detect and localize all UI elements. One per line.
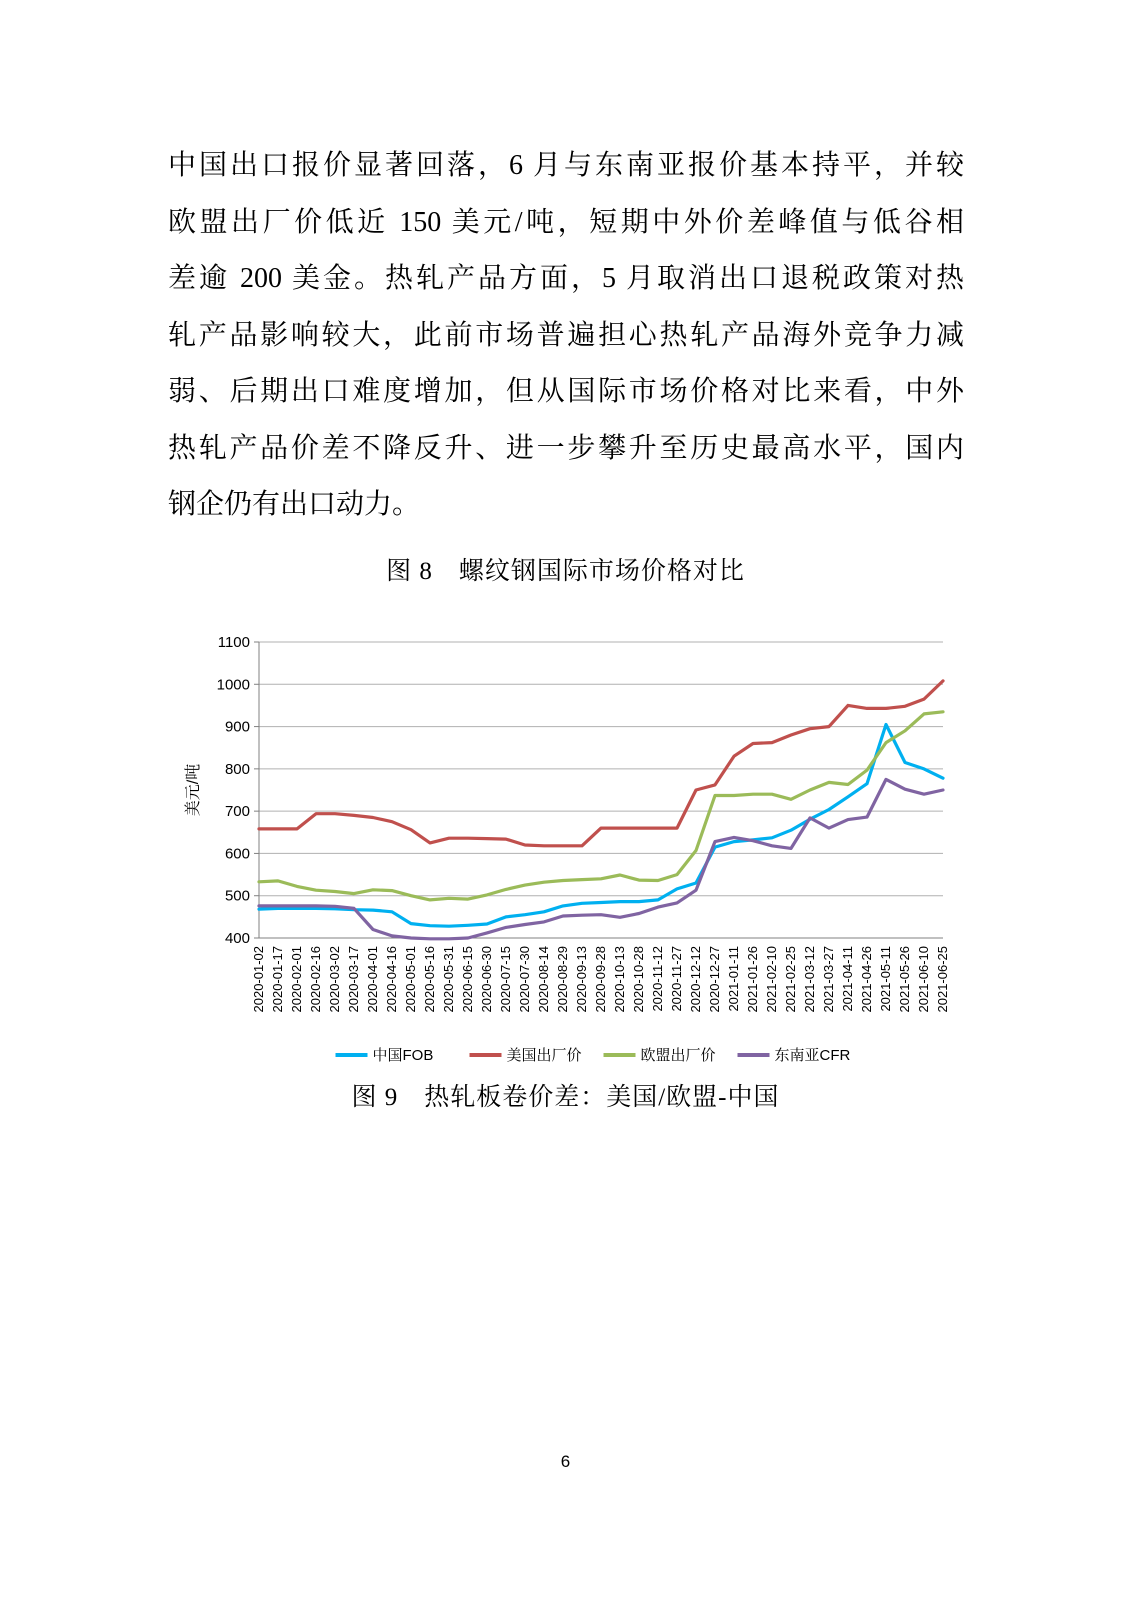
legend-label-欧盟出厂价: 欧盟出厂价 xyxy=(640,1047,716,1064)
y-tick-label: 1000 xyxy=(216,676,250,694)
y-tick-label: 600 xyxy=(224,845,250,863)
paragraph-line: 差逾 200 美金。热轧产品方面，5 月取消出口退税政策对热 xyxy=(168,263,964,294)
x-tick-label: 2021-03-27 xyxy=(821,946,836,1013)
x-tick-label: 2020-01-02 xyxy=(251,946,266,1013)
x-tick-label: 2021-02-25 xyxy=(783,946,798,1013)
x-tick-label: 2021-04-11 xyxy=(840,946,855,1012)
x-tick-label: 2020-09-13 xyxy=(574,946,589,1013)
x-tick-label: 2021-06-10 xyxy=(916,946,931,1013)
legend-label-美国出厂价: 美国出厂价 xyxy=(506,1047,582,1064)
x-tick-label: 2020-03-02 xyxy=(327,946,342,1013)
x-tick-label: 2020-11-12 xyxy=(650,946,665,1012)
x-tick-label: 2020-05-16 xyxy=(422,946,437,1013)
y-tick-label: 900 xyxy=(224,718,250,736)
paragraph-line: 弱、后期出口难度增加，但从国际市场价格对比来看，中外 xyxy=(168,376,964,407)
x-tick-label: 2021-04-26 xyxy=(859,946,874,1013)
x-tick-label: 2020-05-01 xyxy=(403,946,418,1013)
y-tick-label: 500 xyxy=(224,887,250,905)
x-tick-label: 2020-10-13 xyxy=(612,946,627,1013)
legend-label-中国FOB: 中国FOB xyxy=(372,1047,434,1064)
x-tick-label: 2020-05-31 xyxy=(441,946,456,1013)
y-axis-title: 美元/吨 xyxy=(185,763,202,817)
x-tick-label: 2021-01-26 xyxy=(745,946,760,1013)
x-tick-label: 2020-04-16 xyxy=(384,946,399,1013)
series-line-美国出厂价 xyxy=(259,681,943,846)
x-tick-label: 2020-12-12 xyxy=(688,946,703,1013)
y-tick-label: 400 xyxy=(224,930,250,947)
x-tick-label: 2020-09-28 xyxy=(593,946,608,1013)
paragraph-line: 中国出口报价显著回落，6 月与东南亚报价基本持平，并较 xyxy=(168,150,964,181)
x-tick-label: 2020-06-30 xyxy=(479,946,494,1013)
x-tick-label: 2020-11-27 xyxy=(669,946,684,1012)
x-tick-label: 2021-03-12 xyxy=(802,946,817,1013)
body-paragraph xyxy=(168,138,964,534)
legend-label-东南亚CFR: 东南亚CFR xyxy=(774,1047,851,1064)
x-tick-label: 2020-03-17 xyxy=(346,946,361,1013)
paragraph-line: 欧盟出厂价低近 150 美元/吨，短期中外价差峰值与低谷相 xyxy=(168,206,964,238)
x-tick-label: 2021-06-25 xyxy=(935,946,950,1013)
series-line-欧盟出厂价 xyxy=(259,712,943,900)
x-tick-label: 2020-10-28 xyxy=(631,946,646,1013)
x-tick-label: 2020-02-01 xyxy=(289,946,304,1013)
y-tick-label: 1100 xyxy=(217,634,250,651)
figure8-caption: 图 8 螺纹钢国际市场价格对比 xyxy=(386,558,745,585)
paragraph-line: 热轧产品价差不降反升、进一步攀升至历史最高水平，国内 xyxy=(168,432,964,464)
x-tick-label: 2020-08-29 xyxy=(555,946,570,1013)
y-tick-label: 800 xyxy=(224,760,250,778)
x-tick-label: 2020-07-30 xyxy=(517,946,532,1013)
x-tick-label: 2021-05-26 xyxy=(897,946,912,1013)
x-tick-label: 2021-05-11 xyxy=(878,946,893,1012)
paragraph-line: 轧产品影响较大，此前市场普遍担心热轧产品海外竞争力减 xyxy=(168,319,964,351)
x-tick-label: 2020-06-15 xyxy=(460,946,475,1013)
figure8-chart xyxy=(180,612,960,1082)
x-tick-label: 2020-07-15 xyxy=(498,946,513,1013)
x-tick-label: 2020-08-14 xyxy=(536,946,551,1013)
x-tick-label: 2021-02-10 xyxy=(764,946,779,1013)
x-tick-label: 2021-01-11 xyxy=(726,946,741,1012)
x-tick-label: 2020-12-27 xyxy=(707,946,722,1013)
x-tick-label: 2020-01-17 xyxy=(270,946,285,1013)
figure9-caption: 图 9 热轧板卷价差：美国/欧盟-中国 xyxy=(351,1084,780,1111)
page-number: 6 xyxy=(560,1452,571,1471)
x-tick-label: 2020-04-01 xyxy=(365,946,380,1013)
paragraph-line: 钢企仍有出口动力。 xyxy=(168,489,421,520)
x-tick-label: 2020-02-16 xyxy=(308,946,323,1013)
y-tick-label: 700 xyxy=(224,803,250,821)
